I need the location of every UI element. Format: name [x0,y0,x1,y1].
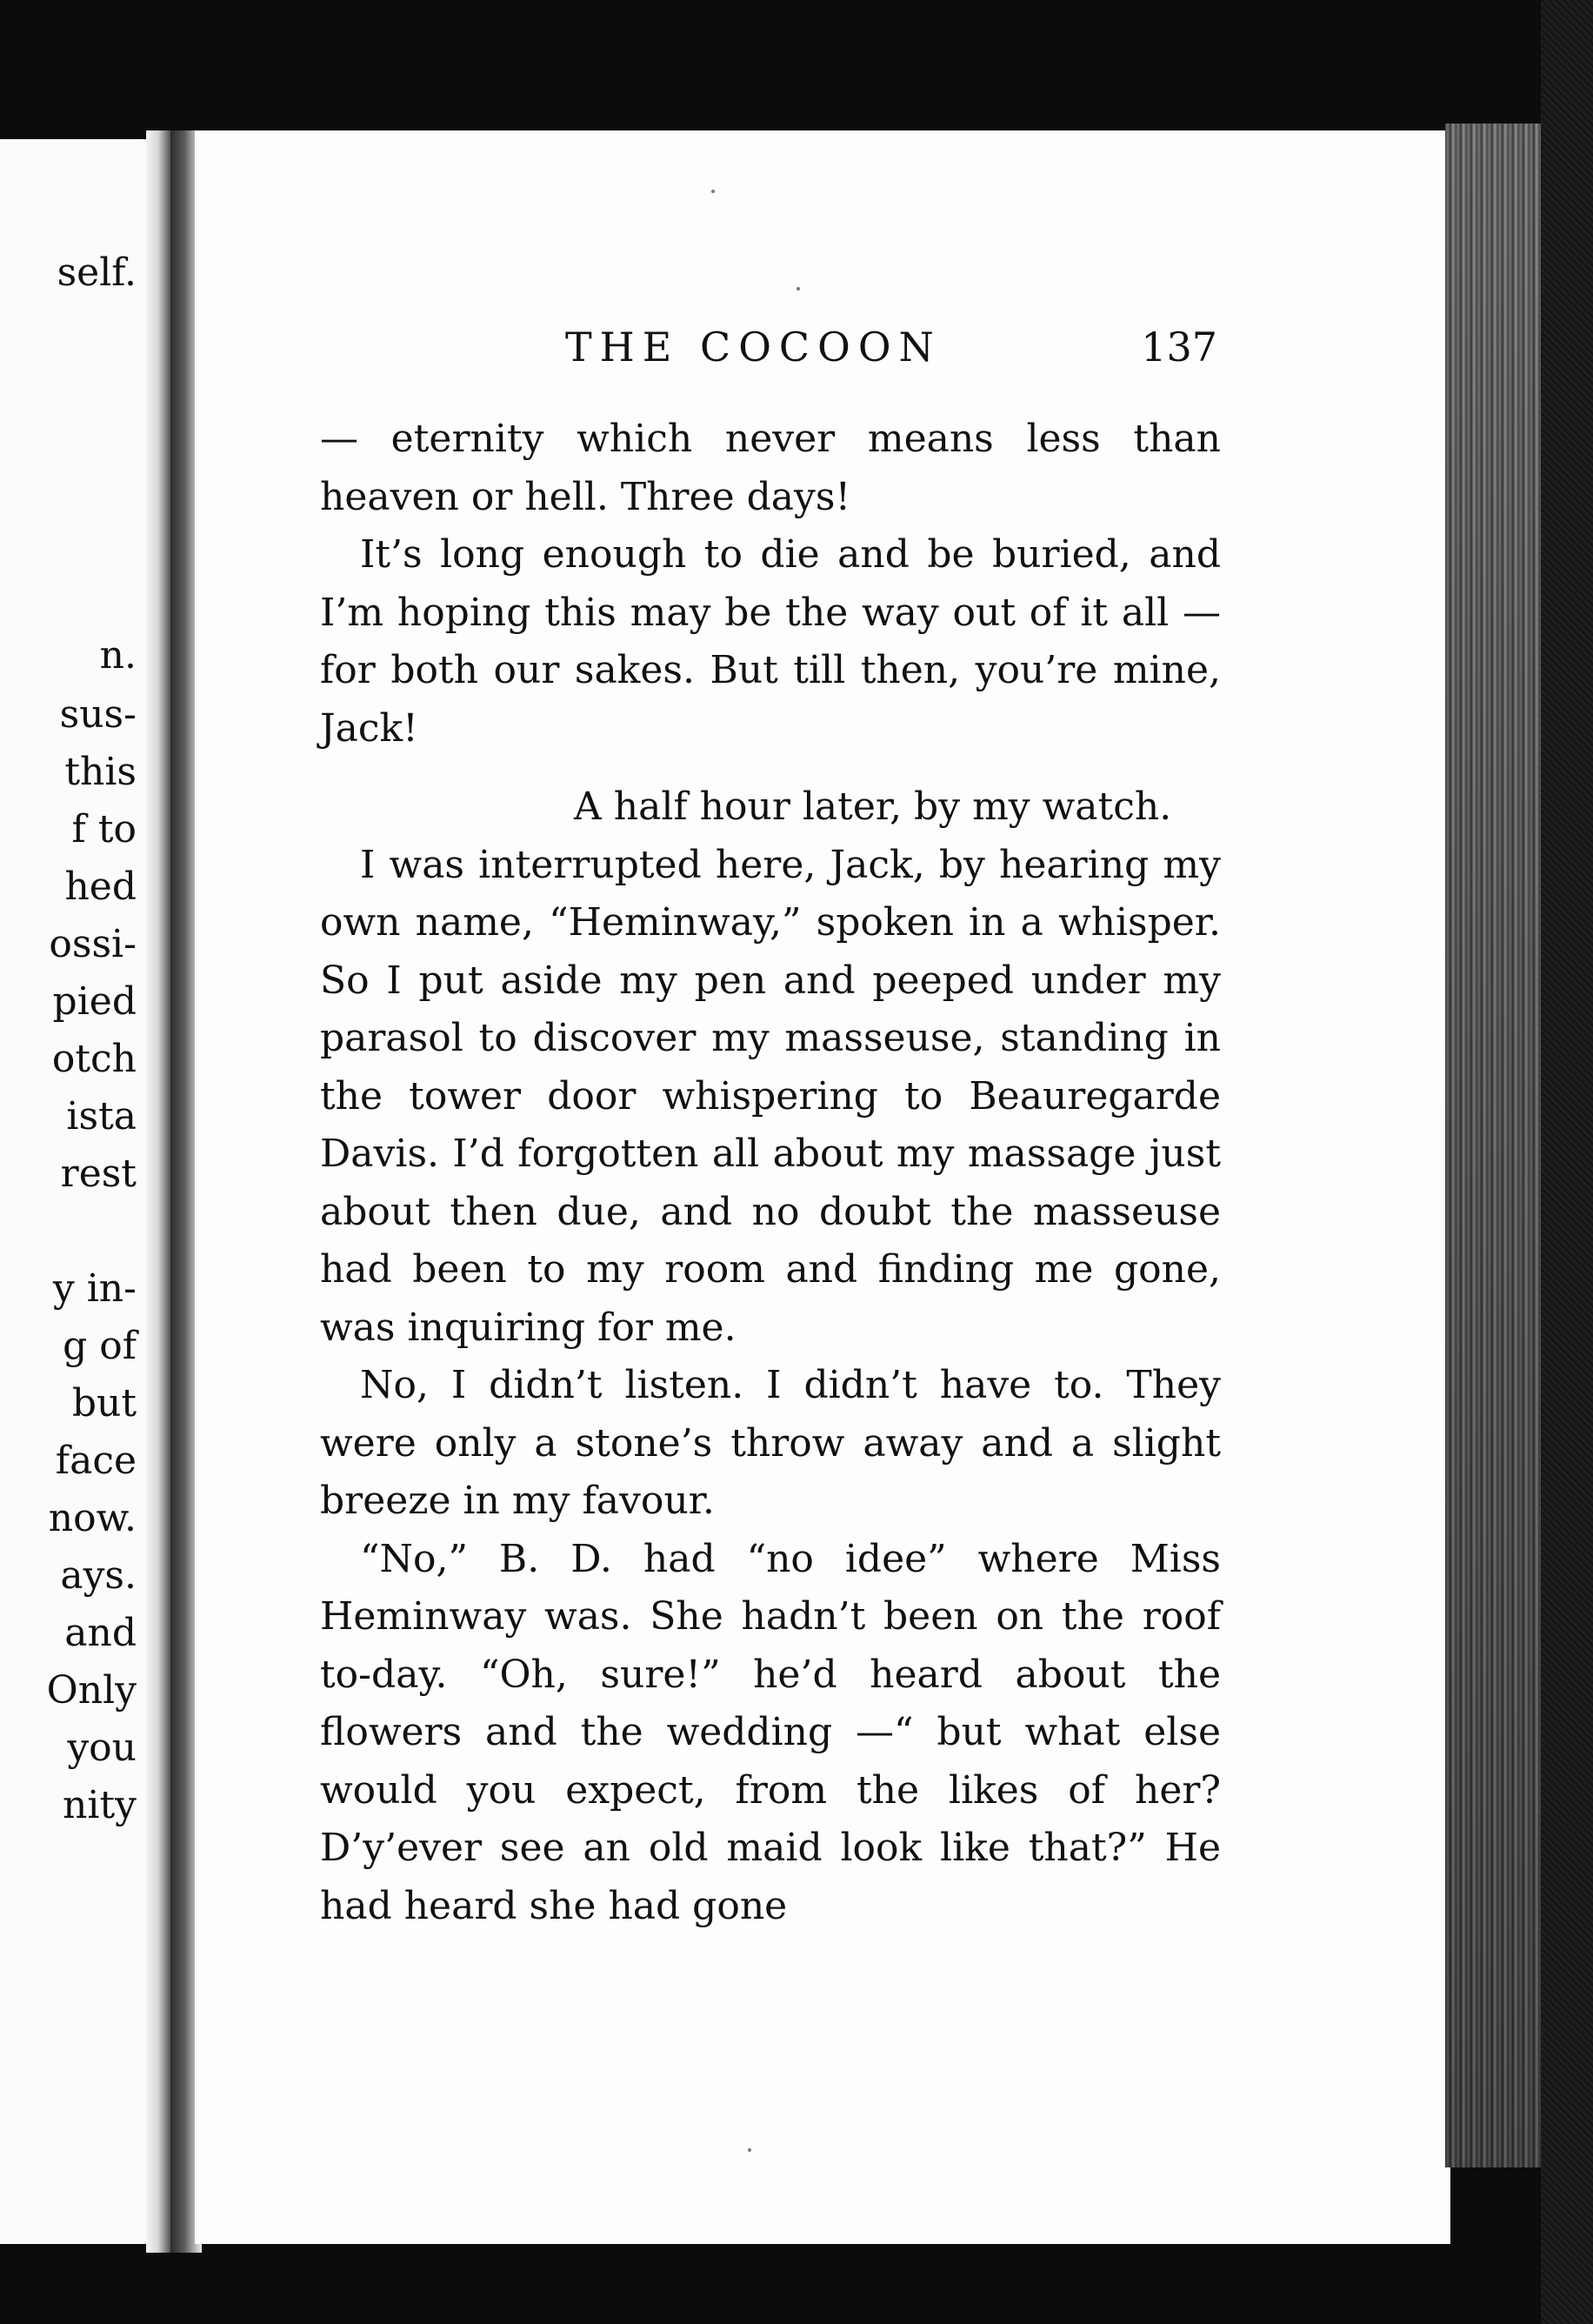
left-fragment: sus- [59,692,137,737]
left-fragment: ays. [60,1553,137,1598]
left-fragment: f to [71,807,137,851]
book-cover-cloth [1541,0,1593,2324]
left-fragment: face [55,1439,137,1483]
body-text [320,411,1221,1935]
paper-speck [748,2148,751,2152]
left-page-text [0,139,143,2227]
running-title: THE COCOON [565,324,942,371]
left-fragment: n. [99,633,137,678]
paragraph: “No,” B. D. had “no idee” where Miss Heminway was. She hadn’t been on the roof to-day. “Oh, sure!” he’d heard about the flowers and the wedding —“ but what else would you expect, from the likes of her? D’y’ever see an old maid look like that?” He had heard she had gone [320,1536,1221,1928]
dateline: A half hour later, by my watch. [574,785,1172,829]
paragraph: — eternity which never means less than heaven or hell. Three days! [320,417,1221,519]
left-fragment: nity [63,1783,137,1827]
left-fragment: now. [48,1496,137,1540]
left-fragment: hed [64,865,137,909]
left-fragment: pied [52,979,137,1024]
left-fragment: Only [46,1668,137,1713]
left-fragment: you [67,1726,137,1770]
paper-speck [796,287,800,290]
page-number: 137 [1141,324,1217,371]
left-fragment: y in- [52,1266,137,1311]
left-fragment: rest [60,1152,137,1196]
left-fragment: this [64,750,137,794]
left-fragment: self. [57,250,137,295]
left-fragment: g of [63,1324,137,1368]
paragraph: No, I didn’t listen. I didn’t have to. They were only a stone’s throw away and a slight breeze in my favour. [320,1363,1221,1523]
left-fragment: ista [66,1094,137,1139]
paragraph: It’s long enough to die and be buried, and I’m hoping this may be the way out of it all — for both our sakes. But till then, you’re mine, Jack! [320,532,1221,751]
left-fragment: otch [51,1037,137,1081]
paper-speck [711,190,715,193]
page-edges-shade [1445,124,1541,2167]
running-head [322,324,1217,376]
paragraph: I was interrupted here, Jack, by hearing my own name, “Heminway,” spoken in a whisper. So I put aside my pen and peeped under my parasol to discover my masseuse, standing in the tower door whispering to Beauregarde Davis. I’d forgotten all about my massage just about then due, and no doubt the masseuse had been to my room and finding me gone, was inquiring for me. [320,842,1221,1350]
left-fragment: and [64,1611,137,1655]
left-fragment: ossi- [49,922,137,966]
left-fragment: but [71,1381,137,1426]
